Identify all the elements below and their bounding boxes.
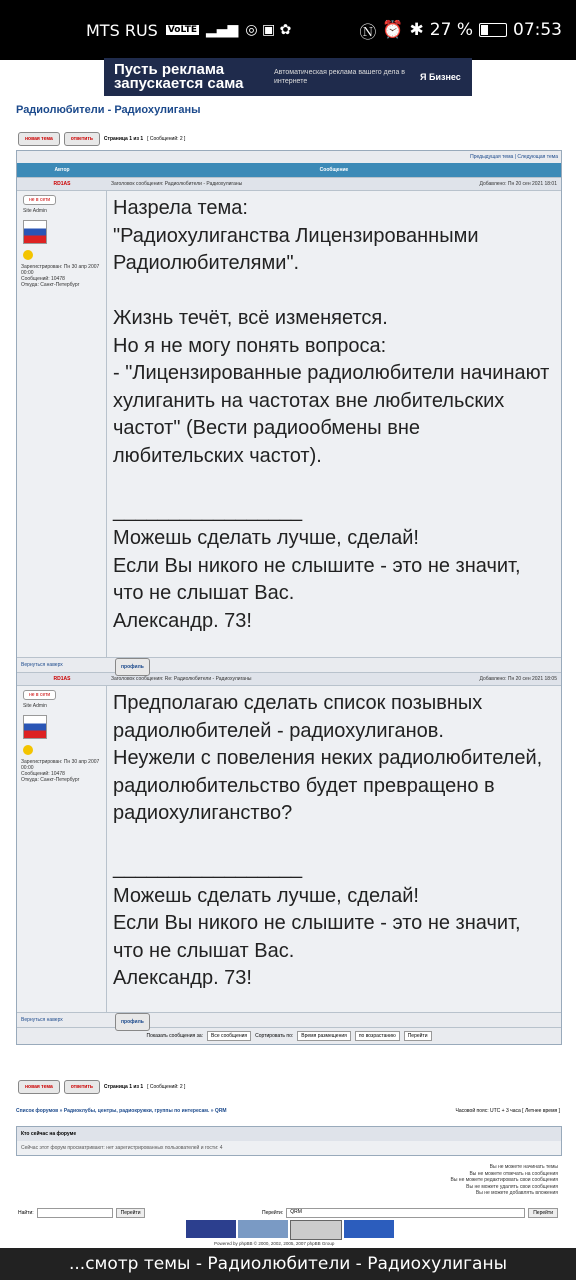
counter-badges bbox=[186, 1220, 394, 1240]
search-button[interactable]: Перейти bbox=[116, 1208, 146, 1218]
table-header bbox=[17, 163, 561, 177]
breadcrumb-bar bbox=[16, 1108, 560, 1114]
permission-item: Вы не можете начинать темы bbox=[489, 1164, 558, 1170]
smile-icon bbox=[23, 745, 33, 755]
ad-brand: Я Бизнес bbox=[420, 72, 461, 82]
post-author[interactable]: RD1AS bbox=[53, 181, 71, 187]
author-registered: Зарегистрирован: Пн 30 апр 2007 00:00 bbox=[21, 264, 100, 276]
who-is-online-text: Сейчас этот форум просматривают: нет зарегистрированных пользователей и гости: 4 bbox=[17, 1141, 561, 1155]
permissions-list bbox=[450, 1164, 558, 1197]
back-to-top-link[interactable]: Вернуться наверх bbox=[21, 662, 63, 668]
jump-form bbox=[262, 1208, 558, 1218]
search-label: Найти: bbox=[18, 1210, 34, 1216]
battery-percent: 27 % bbox=[429, 20, 473, 40]
ad-subtext: Автоматическая реклама вашего дела в интернете bbox=[274, 69, 406, 85]
flag-avatar bbox=[23, 220, 47, 244]
search-form bbox=[18, 1208, 145, 1218]
search-input[interactable] bbox=[37, 1208, 113, 1218]
status-bar bbox=[0, 0, 576, 60]
new-topic-button[interactable]: новая тема bbox=[18, 132, 60, 146]
profile-button[interactable]: профиль bbox=[115, 1013, 150, 1031]
new-topic-button[interactable]: новая тема bbox=[18, 1080, 60, 1094]
who-is-online-panel bbox=[16, 1126, 562, 1156]
carrier-label: MTS RUS bbox=[86, 20, 158, 40]
post-author[interactable]: RD1AS bbox=[53, 676, 71, 682]
browser-title-bar: ...смотр темы - Радиолюбители - Радиохулиганы bbox=[0, 1248, 576, 1280]
online-status-badge: не в сети bbox=[23, 195, 56, 205]
volte-icon: VoLTE bbox=[167, 25, 198, 35]
nfc-icon: Ⓝ bbox=[359, 22, 377, 43]
top-toolbar bbox=[18, 132, 185, 146]
post-header bbox=[17, 177, 561, 190]
sort-label: Сортировать по: bbox=[255, 1033, 294, 1039]
sort-select[interactable]: Время размещения bbox=[297, 1031, 351, 1041]
author-profile-panel bbox=[17, 686, 107, 1012]
show-select[interactable]: Все сообщения bbox=[207, 1031, 251, 1041]
post-row bbox=[17, 685, 561, 1012]
order-select[interactable]: по возрастанию bbox=[355, 1031, 400, 1041]
reply-button[interactable]: ответить bbox=[64, 1080, 100, 1094]
jump-label: Перейти: bbox=[262, 1210, 284, 1216]
permission-item: Вы не можете добавлять вложения bbox=[475, 1190, 558, 1196]
post-row bbox=[17, 190, 561, 657]
jump-select[interactable]: QRM bbox=[286, 1208, 525, 1218]
post-footer bbox=[17, 657, 561, 672]
author-messages: Сообщений: 10478 bbox=[21, 771, 65, 777]
hotlog-counter[interactable] bbox=[186, 1220, 236, 1238]
bottom-toolbar bbox=[18, 1080, 185, 1094]
page-info: Страница 1 из 1 bbox=[103, 136, 144, 142]
posts-table bbox=[16, 150, 562, 1045]
status-icons bbox=[166, 22, 292, 38]
stats-counter[interactable] bbox=[238, 1220, 288, 1238]
who-is-online-title: Кто сейчас на форуме bbox=[17, 1127, 561, 1141]
message-column-header: Сообщение bbox=[319, 167, 349, 173]
notification-icons: ◎ ▣ ✿ bbox=[245, 22, 292, 38]
author-location: Откуда: Санкт-Петербург bbox=[21, 282, 80, 288]
author-location: Откуда: Санкт-Петербург bbox=[21, 777, 80, 783]
rambler-counter[interactable] bbox=[344, 1220, 394, 1238]
author-messages: Сообщений: 10478 bbox=[21, 276, 65, 282]
ad-headline: Пусть реклама запускается сама bbox=[114, 61, 244, 92]
permission-item: Вы не можете отвечать на сообщения bbox=[469, 1170, 558, 1177]
post-subject: Заголовок сообщения: Радиолюбители - Радиохулиганы bbox=[111, 181, 243, 187]
permission-item: Вы не можете удалять свои сообщения bbox=[466, 1183, 558, 1190]
breadcrumb[interactable]: Список форумов » Радиоклубы, центры, радиокружки, группы по интересам. » QRM bbox=[16, 1108, 227, 1114]
smile-icon bbox=[23, 250, 33, 260]
back-to-top-link[interactable]: Вернуться наверх bbox=[21, 1017, 63, 1023]
post-date: Добавлено: Пн 20 сен 2021 18:05 bbox=[479, 676, 557, 682]
online-status-badge: не в сети bbox=[23, 690, 56, 700]
battery-icon bbox=[479, 23, 507, 37]
jump-button[interactable]: Перейти bbox=[528, 1208, 558, 1218]
show-label: Показать сообщения за: bbox=[146, 1033, 204, 1039]
post-subject: Заголовок сообщения: Re: Радиолюбители - Радиохулиганы bbox=[111, 676, 252, 682]
signal-icon: ▂▄▆ bbox=[206, 22, 239, 38]
post-count: [ Сообщений: 2 ] bbox=[147, 136, 186, 142]
topic-title[interactable]: Радиолюбители - Радиохулиганы bbox=[16, 104, 201, 116]
alarm-icon: ⏰ bbox=[382, 20, 404, 40]
post-body: Назрела тема: "Радиохулиганства Лицензированными Радиолюбителями". Жизнь течёт, всё изменяется. Но я не могу понять вопроса: - "Лицензированные радиолюбители начинают хулиганить на частотах вне любительских частот" (Вести радиообмены вне любительских частот). _________________ Можешь сделать лучше, сделай! Если Вы никого не слышите - это не значит, что не слышат Вас. Александр. 73! bbox=[113, 197, 550, 632]
author-rank: Site Admin bbox=[23, 208, 47, 214]
sort-go-button[interactable]: Перейти bbox=[404, 1031, 432, 1041]
reply-button[interactable]: ответить bbox=[64, 132, 100, 146]
clock: 07:53 bbox=[513, 20, 562, 40]
author-rank: Site Admin bbox=[23, 703, 47, 709]
ad-banner[interactable] bbox=[104, 58, 472, 96]
page-info: Страница 1 из 1 bbox=[103, 1084, 144, 1090]
liveinternet-counter[interactable] bbox=[290, 1220, 342, 1240]
post-body: Предполагаю сделать список позывных радиолюбителей - радиохулиганов. Неужели с повеления неких радиолюбителей, радиолюбительство будет превращено в радиохулиганство? _________________ Можешь сделать лучше, сделай! Если Вы никого не слышите - это не значит, что не слышат Вас. Александр. 73! bbox=[113, 692, 543, 989]
post-count: [ Сообщений: 2 ] bbox=[147, 1084, 186, 1090]
author-registered: Зарегистрирован: Пн 30 апр 2007 00:00 bbox=[21, 759, 100, 771]
author-profile-panel bbox=[17, 191, 107, 657]
prev-next-links[interactable]: Предыдущая тема | Следующая тема bbox=[17, 151, 561, 163]
flag-avatar bbox=[23, 715, 47, 739]
timezone-info: Часовой пояс: UTC + 3 часа [ Летнее время ] bbox=[455, 1108, 560, 1114]
sort-controls bbox=[17, 1027, 561, 1044]
post-header bbox=[17, 672, 561, 685]
permission-item: Вы не можете редактировать свои сообщения bbox=[450, 1177, 558, 1183]
bluetooth-icon: ✱ bbox=[409, 20, 424, 40]
powered-by: Powered by phpBB © 2000, 2002, 2005, 2007 phpBB Group bbox=[214, 1241, 335, 1246]
post-date: Добавлено: Пн 20 сен 2021 18:01 bbox=[479, 181, 557, 187]
post-footer bbox=[17, 1012, 561, 1027]
profile-button[interactable]: профиль bbox=[115, 658, 150, 676]
author-column-header: Автор bbox=[54, 167, 70, 173]
